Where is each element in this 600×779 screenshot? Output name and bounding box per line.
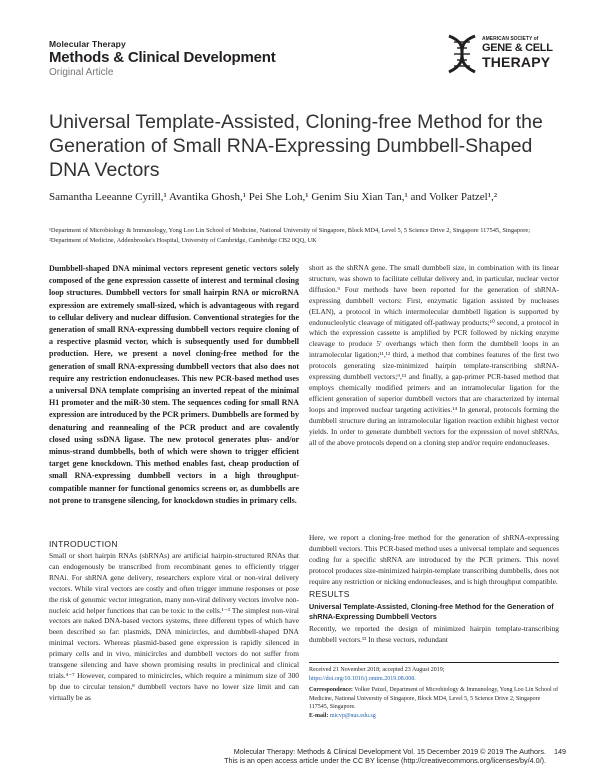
email-label: E-mail: <box>309 712 329 719</box>
correspondence-text: Volker Patzel, Department of Microbiology & Immunology, Yong Loo Lin School of Medicine, National University of Singapore, Block MD4, Level 5, 5 Science Drive 2, Singapore 117545, Singapore. <box>309 687 559 711</box>
asgct-logo <box>445 34 555 78</box>
article-title: Universal Template-Assisted, Cloning-free Method for the Generation of Small RNA-Expressing Dumbbell-Shaped DNA Vectors <box>49 111 543 181</box>
received-dates: Received 21 November 2018; accepted 23 August 2019; <box>309 667 445 673</box>
introduction-heading: INTRODUCTION <box>49 539 118 549</box>
right-column-paragraph-1: short as the shRNA gene. The small dumbbell size, in combination with its linear structure, was shown to facilitate cellular delivery and, in particular, nuclear vector diffusion.⁹ Four methods have been reported for the generation of shRNA-expressing dumbbell vectors: First, enzymatic ligation assisted by nucleases (ELAN), a protocol in which intermolecular dumbbell ligation is supported by endonucleolytic cleavage of mitigated off-pathway products;¹⁰ second, a protocol in which the expression cassette is amplified by PCR followed by nicking enzyme cleavage to produce 5′ overhangs which then form the dumbbell loops in an intramolecular ligation;¹¹,¹² third, a method that combines features of the first two protocols generating size-minimized hairpin template-transcribing shRNA-expressing dumbbell vectors;⁹,¹³ and finally, a gap-primer PCR-based method that employs chemically modified primers and an intramolecular ligation for the efficient generation of superior dumbbell vectors that are characterized by internal loops and improved nuclear targeting activities.¹⁴ In general, protocols forming the dumbbell structure during an intramolecular ligation reaction exhibit highest vector yields. In order to generate dumbbell vectors for the expression of novel shRNAs, all of the above protocols depend on a cloning step and/or require endonucleases. <box>309 263 559 447</box>
footer-citation: Molecular Therapy: Methods & Clinical Development Vol. 15 December 2019 © 2019 The Authors. <box>233 747 546 756</box>
author-list: Samantha Leeanne Cyrill,¹ Avantika Ghosh,¹ Pei She Loh,¹ Genim Siu Xian Tan,¹ and Volker Patzel¹,² <box>49 191 498 203</box>
journal-name-main: Methods & Clinical Development <box>49 49 276 66</box>
article-info <box>309 666 559 721</box>
logo-text-line1: AMERICAN SOCIETY of <box>482 36 539 42</box>
journal-name-top: Molecular Therapy <box>49 39 126 49</box>
article-type: Original Article <box>49 67 114 78</box>
logo-text-line2: GENE & CELL <box>482 42 553 54</box>
affiliations: ¹Department of Microbiology & Immunology, Yong Loo Lin School of Medicine, National University of Singapore, Block MD4, Level 5, 5 Science Drive 2, Singapore 117545, Singapore; ²Department of Medicine, Addenbrooke's Hospital, University of Cambridge, Cambridge CB2 0QQ, UK <box>49 227 531 244</box>
introduction-text: Small or short hairpin RNAs (shRNAs) are artificial hairpin-structured RNAs that can endogenously be transcribed from recombinant genes to efficiently trigger RNAi. For shRNA gene delivery, researchers explore viral or non-viral delivery vectors. While viral vectors are costly and often trigger immune responses or pose the risk of genomic vector integration, many non-viral delivery vectors involve non-nucleic acid helper functions that can be toxic to the cells.¹⁻³ The simplest non-viral vectors are naked DNA-based vectors systems, three different types of which have been described so far: plasmids, DNA minicircles, and dumbbell-shaped DNA minimal vectors. Whereas plasmid-based gene expression is rapidly silenced in primary cells and in vivo, minicircles and dumbbell vectors do not suffer from transgene silencing and have shown promising results in preclinical and clinical trials.⁴⁻⁷ However, compared to minicircles, which require a minimum size of 300 bp due to circular tension,⁸ dumbbell vectors have no lower size limit and can virtually be as <box>49 551 299 702</box>
results-subheading: Universal Template-Assisted, Cloning-free Method for the Generation of shRNA-Expressing Dumbbell Vectors <box>309 602 554 621</box>
doi-link[interactable]: https://doi.org/10.1016/j.omtm.2019.08.008. <box>309 675 416 682</box>
helix-logo-icon <box>445 34 479 74</box>
right-column-paragraph-2: Here, we report a cloning-free method for the generation of shRNA-expressing dumbbell vectors. This PCR-based method uses a universal template and sequences coding for a specific shRNA are introduced by the PCR primers. This novel protocol produces size-minimized hairpin-template transcribing dumbbells, does not require any restriction or nicking endonucleases, and is high throughput compatible. <box>309 533 559 586</box>
logo-text-line3: THERAPY <box>482 54 551 70</box>
results-heading: RESULTS <box>309 589 350 599</box>
results-text: Recently, we reported the design of minimized hairpin template-transcribing dumbbell vectors.¹³ In these vectors, redundant <box>309 624 559 644</box>
abstract: Dumbbell-shaped DNA minimal vectors represent genetic vectors solely composed of the gene expression cassette of interest and terminal closing loop structures. Dumbbell vectors for small hairpin RNA or microRNA expression are extremely small-sized, which is advantageous with regard to cellular delivery and nuclear diffusion. Conventional strategies for the generation of small RNA-expressing dumbbell vectors require cloning of a respective plasmid vector, which is subsequently used for dumbbell production. Here, we present a novel cloning-free method for the generation of small RNA-expressing dumbbell vectors that also does not require any restriction endonucleases. This new PCR-based method uses a universal DNA template comprising an inverted repeat of the minimal H1 promoter and the miR-30 stem. The sequences coding for small RNA expression are introduced by the PCR primers. Dumbbells are formed by denaturing and reannealing of the PCR product and are covalently closed using ssDNA ligase. The new protocol generates plus- and/or minus-strand dumbbells, both of which were shown to trigger efficient target gene knockdown. This method enables fast, cheap production of small RNA-expressing dumbbell vectors in a high throughput-compatible manner for functional genomics screens or, as dumbbells are not prone to transgene silencing, for knockdown studies in primary cells. <box>49 264 299 505</box>
page-number: 149 <box>554 747 566 756</box>
email-link[interactable]: micvp@nus.edu.sg <box>329 712 376 719</box>
footer-license: This is an open access article under the CC BY license (http://creativecommons.org/licenses/by/4.0/). <box>224 756 546 765</box>
article-info-divider <box>309 662 559 663</box>
correspondence-label: Correspondence: <box>309 687 353 694</box>
